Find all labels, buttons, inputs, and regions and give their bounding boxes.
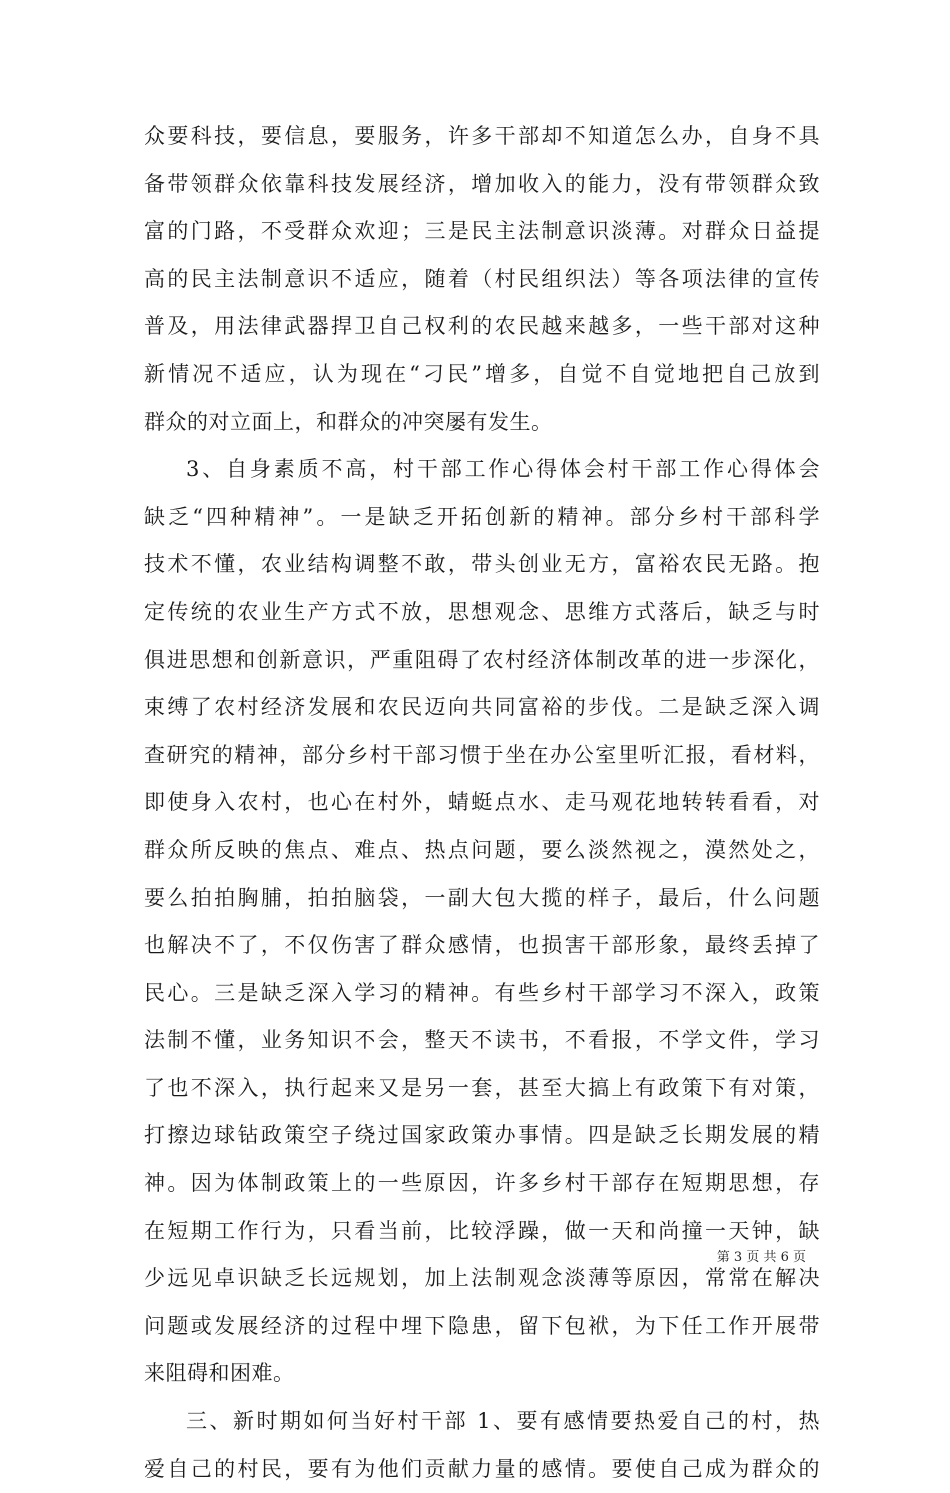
body-text	[144, 113, 820, 1493]
text-line: 打擦边球钻政策空子绕过国家政策办事情。四是缺乏长期发展的精	[144, 1123, 820, 1148]
text-line: 定传统的农业生产方式不放，思想观念、思维方式落后，缺乏与时	[144, 599, 820, 624]
text-line: 民心。三是缺乏深入学习的精神。有些乡村干部学习不深入，政策	[144, 980, 820, 1005]
text-line: 查研究的精神，部分乡村干部习惯于坐在办公室里听汇报，看材料，	[144, 742, 820, 767]
text-line: 了也不深入，执行起来又是另一套，甚至大搞上有政策下有对策，	[144, 1075, 820, 1100]
page-number: 第 3 页 共 6 页	[716, 1250, 806, 1265]
text-line: 束缚了农村经济发展和农民迈向共同富裕的步伐。二是缺乏深入调	[144, 695, 820, 720]
text-line: 高的民主法制意识不适应，随着（村民组织法）等各项法律的宣传	[144, 266, 820, 291]
text-line: 来阻碍和困难。	[144, 1361, 295, 1386]
text-line: 神。因为体制政策上的一些原因，许多乡村干部存在短期思想，存	[144, 1171, 820, 1196]
text-line: 富的门路，不受群众欢迎；三是民主法制意识淡薄。对群众日益提	[144, 219, 820, 244]
text-line: 爱自己的村民，要有为他们贡献力量的感情。要使自己成为群众的	[144, 1456, 820, 1481]
text-line: 众要科技，要信息，要服务，许多干部却不知道怎么办，自身不具	[144, 124, 820, 148]
text-line: 即使身入农村，也心在村外，蜻蜓点水、走马观花地转转看看，对	[144, 790, 820, 815]
text-line: 普及，用法律武器捍卫自己权利的农民越来越多，一些干部对这种	[144, 314, 820, 339]
text-line: 技术不懂，农业结构调整不敢，带头创业无方，富裕农民无路。抱	[144, 552, 820, 577]
text-line: 俱进思想和创新意识，严重阻碍了农村经济体制改革的进一步深化，	[144, 647, 820, 672]
text-line: 法制不懂，业务知识不会，整天不读书，不看报，不学文件，学习	[144, 1028, 820, 1053]
text-line: 也解决不了，不仅伤害了群众感情，也损害干部形象，最终丢掉了	[144, 933, 820, 958]
text-line: 群众的对立面上，和群众的冲突屡有发生。	[144, 409, 553, 434]
text-line: 少远见卓识缺乏长远规划，加上法制观念淡薄等原因，常常在解决	[144, 1266, 820, 1291]
text-line: 缺乏“四种精神”。一是缺乏开拓创新的精神。部分乡村干部科学	[144, 504, 820, 529]
text-line: 备带领群众依靠科技发展经济，增加收入的能力，没有带领群众致	[144, 171, 820, 196]
text-line: 三、新时期如何当好村干部 1、要有感情要热爱自己的村，热	[186, 1409, 820, 1434]
text-line: 在短期工作行为，只看当前，比较浮躁，做一天和尚撞一天钟，缺	[144, 1218, 820, 1243]
text-line: 要么拍拍胸脯，拍拍脑袋，一副大包大揽的样子，最后，什么问题	[144, 885, 820, 910]
text-line: 群众所反映的焦点、难点、热点问题，要么淡然视之，漠然处之，	[144, 837, 820, 862]
text-line: 新情况不适应，认为现在“刁民”增多，自觉不自觉地把自己放到	[144, 361, 820, 386]
text-line: 问题或发展经济的过程中埋下隐患，留下包袱，为下任工作开展带	[144, 1313, 820, 1338]
text-line: 3、自身素质不高，村干部工作心得体会村干部工作心得体会	[186, 457, 820, 482]
